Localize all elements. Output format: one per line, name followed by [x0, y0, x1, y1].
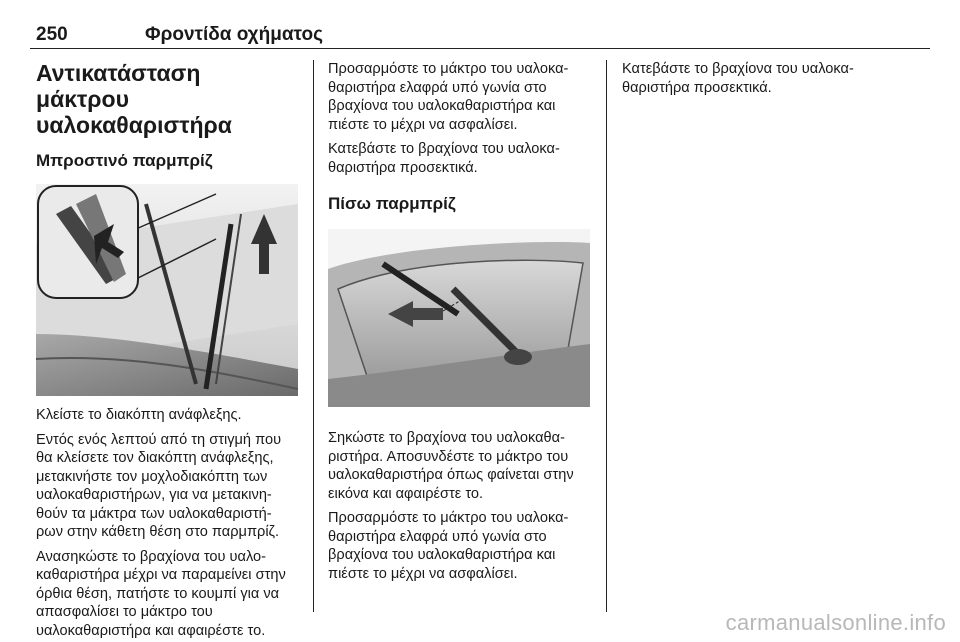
rear-instructions: [328, 429, 594, 583]
paragraph: Κατεβάστε το βραχίονα του υαλοκα- θαριστήρα προσεκτικά.: [328, 141, 560, 176]
column-3: [622, 60, 892, 97]
header-divider: [30, 48, 930, 49]
paragraph: Κατεβάστε το βραχίονα του υαλοκα- θαριστήρα προσεκτικά.: [622, 61, 854, 96]
rear-windshield-subheading: Πίσω παρμπρίζ: [328, 194, 456, 213]
paragraph: Προσαρμόστε το μάκτρο του υαλοκα- θαριστήρα ελαφρά υπό γωνία στο βραχίονα του υαλοκαθαριστήρα και πιέστε το μέχρι να ασφαλίσει.: [328, 61, 569, 133]
watermark: carmanualsonline.info: [725, 610, 946, 635]
page-number: 250: [36, 24, 68, 45]
column-divider: [313, 60, 314, 612]
paragraph: Κλείστε το διακόπτη ανάφλεξης.: [36, 407, 242, 423]
rear-wiper-illustration: [328, 229, 590, 407]
front-instructions: [36, 406, 300, 640]
column-divider: [606, 60, 607, 612]
paragraph: Σηκώστε το βραχίονα του υαλοκαθα- ριστήρα. Αποσυνδέστε το μάκτρο του υαλοκαθαριστήρα όπως φαίνεται στην εικόνα και αφαιρέστε το.: [328, 430, 574, 502]
chapter-title: Φροντίδα οχήματος: [145, 24, 323, 45]
paragraph: Ανασηκώστε το βραχίονα του υαλο- καθαριστήρα μέχρι να παραμείνει στην όρθια θέση, πατήστε το κουμπί για να απασφαλίσει το μάκτρο του υαλοκαθαριστήρα και αφαιρέστε το.: [36, 548, 286, 639]
page-header: [30, 18, 930, 46]
front-wiper-illustration: [36, 184, 298, 396]
front-windshield-subheading: Μπροστινό παρμπρίζ: [36, 151, 213, 170]
paragraph: Εντός ενός λεπτού από τη στιγμή που θα κλείσετε τον διακόπτη ανάφλεξης, μετακινήστε τον μοχλοδιακόπτη των υαλοκαθαριστήρων, για να μετακινη- θούν τα μάκτρα των υαλοκαθαριστή- ρων στην κάθετη θέση στο παρμπρίζ.: [36, 431, 282, 540]
column-1: [36, 60, 300, 640]
paragraph: Προσαρμόστε το μάκτρο του υαλοκα- θαριστήρα ελαφρά υπό γωνία στο βραχίονα του υαλοκαθαριστήρα και πιέστε το μέχρι να ασφαλίσει.: [328, 510, 569, 582]
column-2: [328, 60, 594, 583]
section-heading: Αντικατάσταση μάκτρου υαλοκαθαριστήρα: [36, 60, 232, 138]
